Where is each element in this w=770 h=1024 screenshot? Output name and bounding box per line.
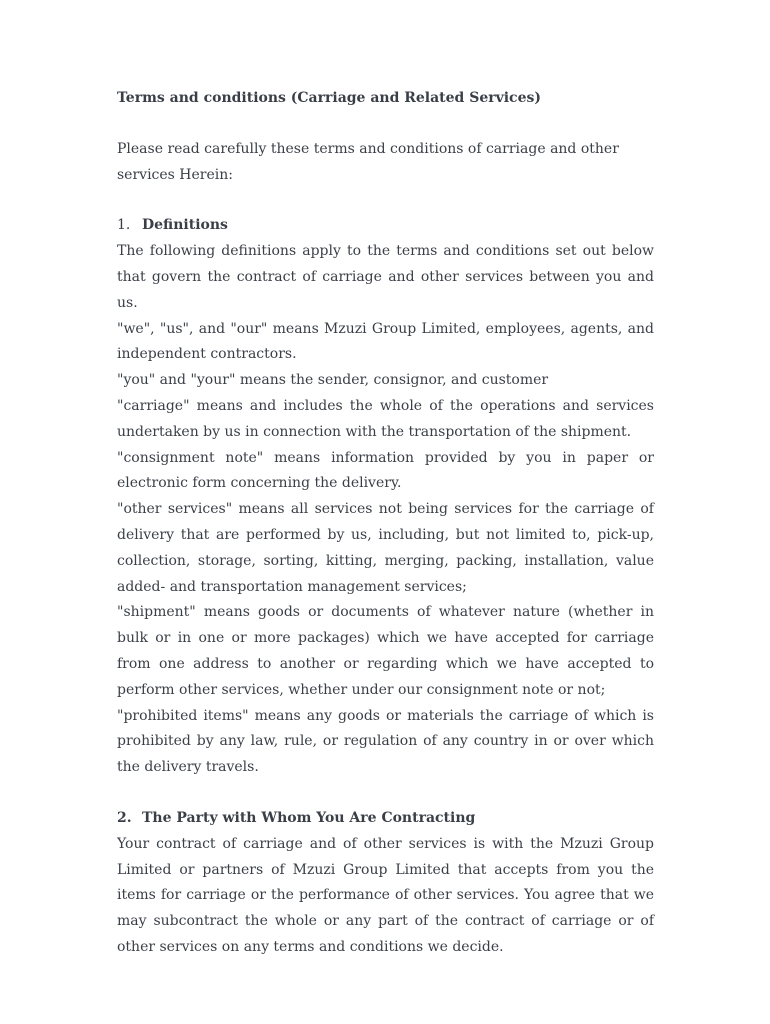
paragraph: The following definitions apply to the terms and conditions set out below that govern the contract of carriage and other services between you and us. [117,243,654,311]
section-definitions [117,213,654,781]
definition-you: "you" and "your" means the sender, consignor, and customer [117,372,549,389]
document-title: Terms and conditions (Carriage and Related Services) [117,90,541,106]
section-number: 1. [117,217,131,234]
section-title: The Party with Whom You Are Contracting [142,809,476,826]
section-heading [117,213,654,239]
document-page [117,86,654,961]
section-spacer [117,781,654,806]
section-contracting-party [117,806,654,961]
section-heading [117,806,654,832]
definition-we: "we", "us", and "our" means Mzuzi Group Limited, employees, agents, and independent contractors. [117,320,654,363]
definition-consignment-note: "consignment note" means information provided by you in paper or electronic form concerning the delivery. [117,449,654,492]
paragraph: Your contract of carriage and of other services is with the Mzuzi Group Limited or partners of Mzuzi Group Limited that accepts from you the items for carriage or the performance of other services. You agree that we may subcontract the whole or any part of the contract of carriage or of other services on any terms and conditions we decide. [117,835,654,955]
definition-carriage: "carriage" means and includes the whole of the operations and services undertaken by us in connection with the transportation of the shipment. [117,397,654,440]
definition-shipment: "shipment" means goods or documents of whatever nature (whether in bulk or in one or more packages) which we have accepted for carriage from one address to another or regarding which we have accepted to perform other services, whether under our consignment note or not; [117,604,654,698]
intro-text: Please read carefully these terms and conditions of carriage and other services Herein: [117,140,619,183]
section-title: Definitions [142,217,228,234]
definition-prohibited-items: "prohibited items" means any goods or materials the carriage of which is prohibited by any law, rule, or regulation of any country in or over which the delivery travels. [117,707,654,776]
definition-other-services: "other services" means all services not being services for the carriage of delivery that are performed by us, including, but not limited to, pick-up, collection, storage, sorting, kitting, merging, packing, installation, value added- and transportation management services; [117,501,654,595]
section-number: 2. [117,809,132,826]
